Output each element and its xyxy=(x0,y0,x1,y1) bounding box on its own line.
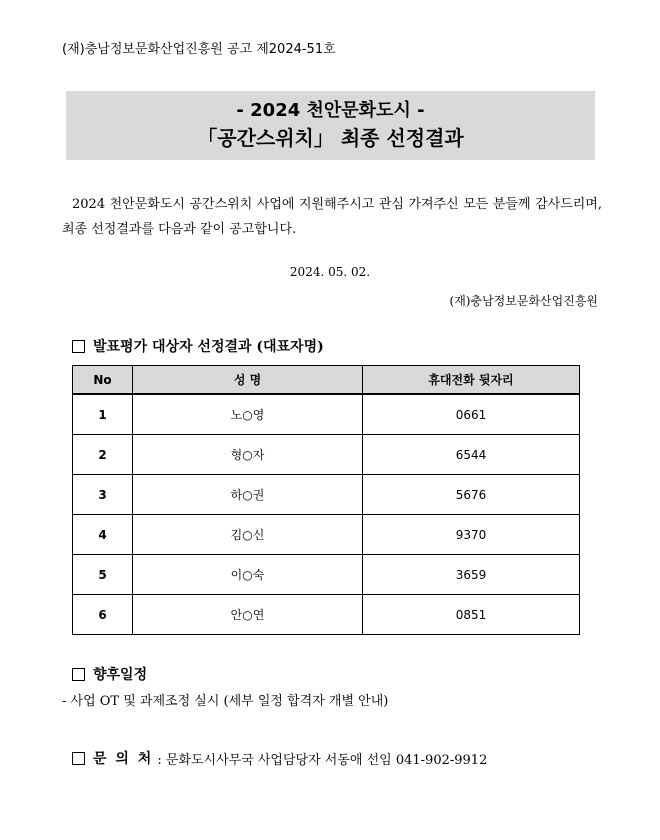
contact-details: : 문화도시사무국 사업담당자 서동애 선임 041-902-9912 xyxy=(157,752,488,768)
row-no: 5 xyxy=(73,555,133,595)
row-name: 이○숙 xyxy=(133,555,363,595)
document-number: (재)충남정보문화산업진흥원 공고 제2024-51호 xyxy=(62,42,336,57)
table-row xyxy=(73,555,580,595)
section-selection-results xyxy=(72,336,324,356)
table-header-row xyxy=(73,366,580,395)
intro-paragraph: 2024 천안문화도시 공간스위치 사업에 지원해주시고 관심 가져주신 모든 분들께 감사드리며, 최종 선정결과를 다음과 같이 공고합니다. xyxy=(62,197,602,237)
row-no: 4 xyxy=(73,515,133,555)
results-table xyxy=(72,365,580,635)
row-no: 2 xyxy=(73,435,133,475)
row-phone: 5676 xyxy=(363,475,580,515)
header-phone: 휴대전화 뒷자리 xyxy=(363,366,580,395)
section-schedule xyxy=(72,664,147,684)
checkbox-icon xyxy=(72,752,85,765)
row-name: 하○권 xyxy=(133,475,363,515)
row-phone: 6544 xyxy=(363,435,580,475)
row-phone: 0661 xyxy=(363,394,580,435)
results-table-container xyxy=(72,365,580,635)
row-name: 김○신 xyxy=(133,515,363,555)
table-row xyxy=(73,435,580,475)
row-no: 1 xyxy=(73,394,133,435)
title-banner xyxy=(66,91,595,160)
row-name: 노○영 xyxy=(133,394,363,435)
announcement-date: 2024. 05. 02. xyxy=(289,265,371,279)
row-name: 형○자 xyxy=(133,435,363,475)
table-row xyxy=(73,394,580,435)
section-contact xyxy=(72,748,487,768)
issuer-name: (재)충남정보문화산업진흥원 xyxy=(449,294,598,308)
table-row xyxy=(73,475,580,515)
section-title-selection: 발표평가 대상자 선정결과 (대표자명) xyxy=(93,339,324,355)
row-no: 6 xyxy=(73,595,133,635)
row-no: 3 xyxy=(73,475,133,515)
title-line-1: - 2024 천안문화도시 - xyxy=(236,99,425,121)
row-phone: 0851 xyxy=(363,595,580,635)
row-phone: 9370 xyxy=(363,515,580,555)
header-no: No xyxy=(73,366,133,395)
row-name: 안○연 xyxy=(133,595,363,635)
section-title-schedule: 향후일정 xyxy=(93,667,148,683)
row-phone: 3659 xyxy=(363,555,580,595)
title-line-2: 「공간스위치」 최종 선정결과 xyxy=(197,125,464,150)
contact-label: 문 의 처 xyxy=(93,751,154,767)
table-row xyxy=(73,515,580,555)
checkbox-icon xyxy=(72,340,85,353)
table-row xyxy=(73,595,580,635)
checkbox-icon xyxy=(72,668,85,681)
header-name: 성 명 xyxy=(133,366,363,395)
schedule-item: - 사업 OT 및 과제조정 실시 (세부 일정 합격자 개별 안내) xyxy=(62,694,389,709)
